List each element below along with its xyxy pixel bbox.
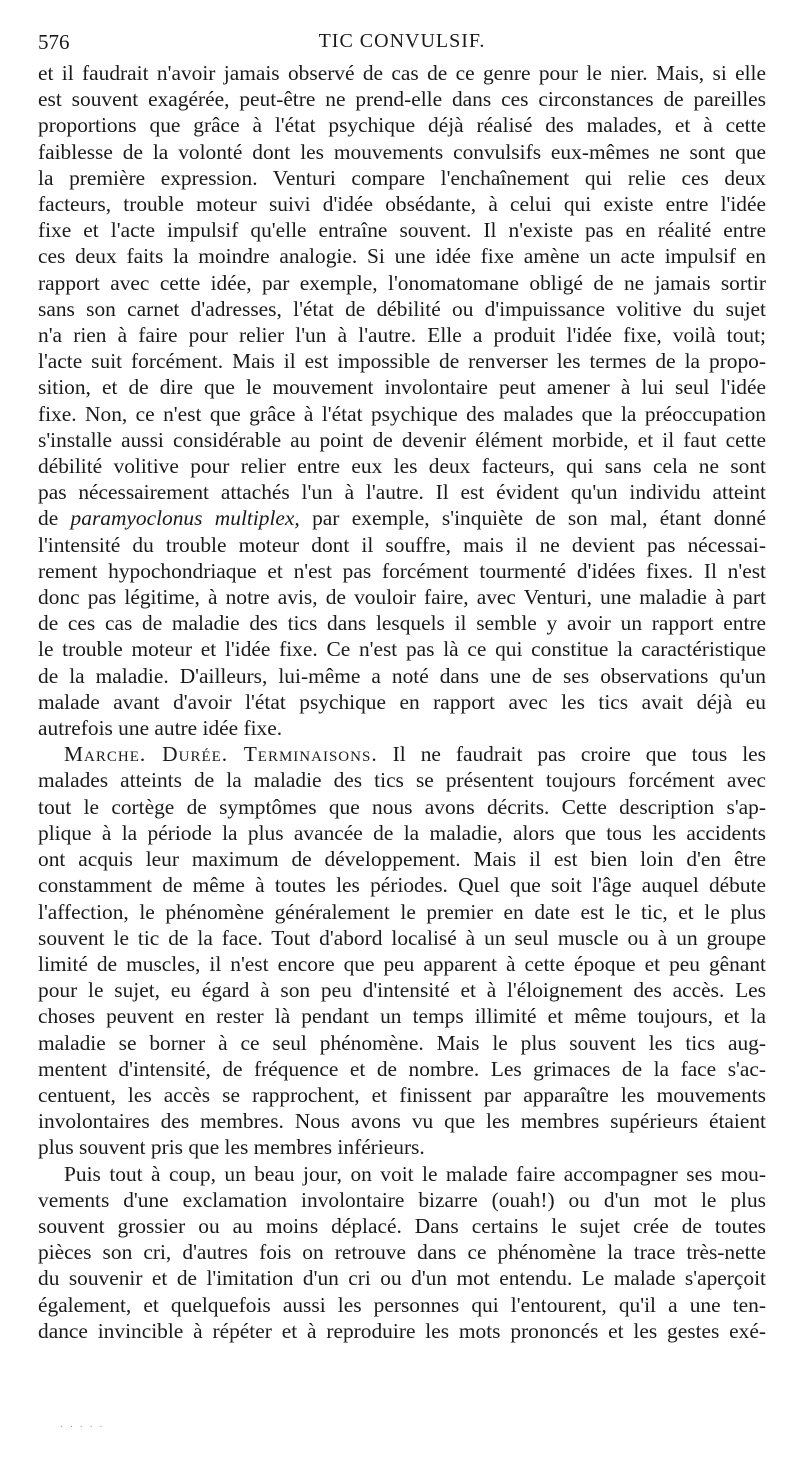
text-line: ont acquis leur maximum de développement. Mais il est bien loin d'en être — [38, 847, 766, 872]
text-line: également, et quelquefois aussi les personnes qui l'entourent, qu'il a une ten- — [38, 1292, 766, 1317]
italic-term: paramyoclonus multiplex, — [70, 506, 300, 531]
text-line: fixe. Non, ce n'est que grâce à l'état psychique des malades que la préoccupation — [38, 401, 766, 426]
text-line: l'acte suit forcément. Mais il est impossible de renverser les termes de la propo- — [38, 349, 766, 374]
text-line-with-italic — [38, 505, 766, 531]
text-line: malades atteints de la maladie des tics se présentent toujours forcément avec — [38, 768, 766, 793]
text-line: involontaires des membres. Nous avons vu que les membres supérieurs étaient — [38, 1109, 766, 1134]
text-line: pour le sujet, eu égard à son peu d'intensité et à l'éloignement des accès. Les — [38, 978, 766, 1003]
text-line: souvent le tic de la face. Tout d'abord localisé à un seul muscle ou à un groupe — [38, 925, 766, 950]
text-line: choses peuvent en rester là pendant un temps illimité et même toujours, et la — [38, 1004, 766, 1029]
paragraph-puis — [38, 1161, 766, 1344]
footer-smudge: · · · · · — [60, 1422, 105, 1433]
text-line: et il faudrait n'avoir jamais observé de cas de ce genre pour le nier. Mais, si elle — [38, 61, 766, 85]
text-line: mentent d'intensité, de fréquence et de nombre. Les grimaces de la face s'ac- — [38, 1056, 766, 1081]
text-line: centuent, les accès se rapprochent, et finissent par apparaître les mouvements — [38, 1082, 766, 1107]
text-line: vements d'une exclamation involontaire bizarre (ouah!) ou d'un mot le plus — [38, 1187, 766, 1212]
text-line: l'intensité du trouble moteur dont il souffre, mais il ne devient pas nécessai- — [38, 532, 766, 557]
text-line: plus souvent pris que les membres inférieurs. — [38, 1135, 425, 1160]
text-line: sition, et de dire que le mouvement involontaire peut amener à lui seul l'idée — [38, 375, 766, 400]
text-line: du souvenir et de l'imitation d'un cri ou d'un mot entendu. Le malade s'aperçoit — [38, 1266, 766, 1291]
text-line: rapport avec cette idée, par exemple, l'onomatomane obligé de ne jamais sortir — [38, 270, 766, 295]
text-line: dance invincible à répéter et à reproduire les mots prononcés et les gestes exé- — [38, 1318, 766, 1343]
running-title: TIC CONVULSIF. — [318, 30, 486, 52]
text-line-with-heading — [38, 741, 766, 767]
text-line: donc pas légitime, à notre avis, de vouloir faire, avec Venturi, une maladie à part — [38, 585, 766, 610]
text-line: est souvent exagérée, peut-être ne prend-elle dans ces circonstances de pareilles — [38, 87, 766, 112]
text-line: limité de muscles, il n'est encore que peu apparent à cette époque et peu gênant — [38, 951, 766, 976]
text-line: rement hypochondriaque et n'est pas forcément tourmenté d'idées fixes. Il n'est — [38, 558, 766, 583]
text-line: Puis tout à coup, un beau jour, on voit le malade faire accompagner ses mou- — [64, 1161, 766, 1186]
text-line: de la maladie. D'ailleurs, lui-même a noté dans une de ses observations qu'un — [38, 663, 766, 688]
text-line: plique à la période la plus avancée de la maladie, alors que tous les accidents — [38, 820, 766, 845]
text-line: le trouble moteur et l'idée fixe. Ce n'est pas là ce qui constitue la caractéristique — [38, 637, 766, 662]
book-page — [38, 26, 766, 1344]
text-segment: par exemple, s'inquiète de son mal, étant donné — [299, 506, 766, 531]
text-line: ces deux faits la moindre analogie. Si une idée fixe amène un acte impulsif en — [38, 244, 766, 269]
text-line: s'installe aussi considérable au point de devenir élément morbide, et il faut cette — [38, 427, 766, 452]
text-line: n'a rien à faire pour relier l'un à l'autre. Elle a produit l'idée fixe, voilà tout; — [38, 323, 766, 348]
text-segment: de — [38, 506, 71, 531]
text-line: pas nécessairement attachés l'un à l'autre. Il est évident qu'un individu atteint — [38, 480, 766, 505]
page-header — [38, 26, 766, 60]
text-line: sans son carnet d'adresses, l'état de débilité ou d'impuissance volitive du sujet — [38, 296, 766, 321]
text-line: constamment de même à toutes les périodes. Quel que soit l'âge auquel débute — [38, 873, 766, 898]
text-line: faiblesse de la volonté dont les mouvements convulsifs eux-mêmes ne sont que — [38, 139, 766, 164]
section-heading: Marche. Durée. Terminaisons. — [64, 742, 378, 767]
page-number: 576 — [38, 30, 70, 54]
text-line: autrefois une autre idée fixe. — [38, 716, 283, 741]
text-line: de ces cas de maladie des tics dans lesquels il semble y avoir un rapport entre — [38, 611, 766, 636]
text-line: la première expression. Venturi compare l'enchaînement qui relie ces deux — [38, 165, 766, 190]
text-segment: Il ne faudrait pas croire que tous les — [377, 742, 766, 767]
text-line: malade avant d'avoir l'état psychique en rapport avec les tics avait déjà eu — [38, 689, 766, 714]
paragraph-marche — [38, 741, 766, 1160]
text-line: débilité volitive pour relier entre eux les deux facteurs, qui sans cela ne sont — [38, 454, 766, 479]
text-line: facteurs, trouble moteur suivi d'idée obsédante, à celui qui existe entre l'idée — [38, 192, 766, 217]
text-line: pièces son cri, d'autres fois on retrouve dans ce phénomène la trace très-nette — [38, 1240, 766, 1265]
text-line: maladie se borner à ce seul phénomène. Mais le plus souvent les tics aug- — [38, 1030, 766, 1055]
text-line: l'affection, le phénomène généralement le premier en date est le tic, et le plus — [38, 899, 766, 924]
text-line: tout le cortège de symptômes que nous avons décrits. Cette description s'ap- — [38, 794, 766, 819]
text-line: souvent grossier ou au moins déplacé. Dans certains le sujet crée de toutes — [38, 1213, 766, 1238]
text-line: fixe et l'acte impulsif qu'elle entraîne souvent. Il n'existe pas en réalité entre — [38, 218, 766, 243]
paragraph-continuation — [38, 60, 766, 741]
text-line: proportions que grâce à l'état psychique déjà réalisé des malades, et à cette — [38, 113, 766, 138]
